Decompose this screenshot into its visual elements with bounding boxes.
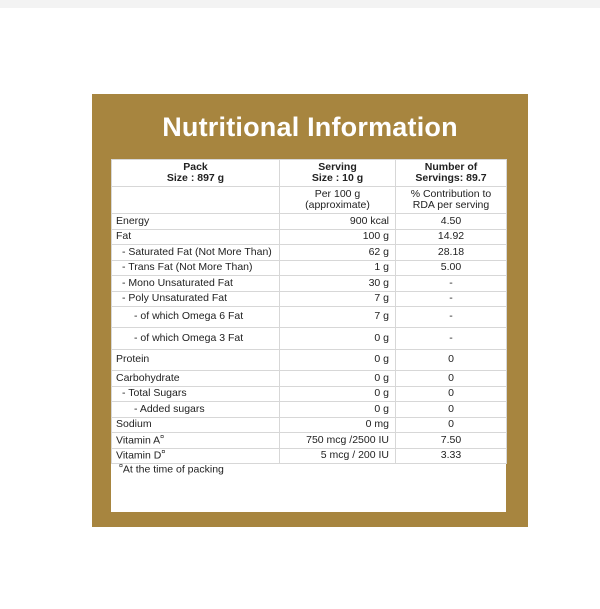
table-header-row xyxy=(112,160,507,187)
rda-value: 0 xyxy=(396,350,507,371)
blank-subheader-cell xyxy=(112,187,280,214)
rda-value: - xyxy=(396,291,507,307)
title-bar xyxy=(92,94,528,154)
nutrient-name: Vitamin D xyxy=(116,449,162,462)
table-row xyxy=(112,448,507,464)
per-100g-value: 0 g xyxy=(280,328,396,350)
table-row xyxy=(112,291,507,307)
table-row xyxy=(112,245,507,261)
nutrient-name: Vitamin A xyxy=(116,434,161,447)
serving-size-value: Size : 10 g xyxy=(311,172,364,184)
footnote xyxy=(119,463,224,476)
per-100g-value: 7 g xyxy=(280,291,396,307)
nutrient-name: Energy xyxy=(112,214,280,230)
rda-value: 3.33 xyxy=(396,448,507,464)
rda-value: 0 xyxy=(396,402,507,418)
nutrient-name: - Added sugars xyxy=(112,402,280,418)
table-row xyxy=(112,386,507,402)
approximate-label: (approximate) xyxy=(305,199,370,211)
nutrient-name: - Mono Unsaturated Fat xyxy=(112,276,280,292)
per-100g-value: 0 g xyxy=(280,350,396,371)
rda-value: 14.92 xyxy=(396,229,507,245)
table-row xyxy=(112,328,507,350)
per-100g-header xyxy=(280,187,396,214)
table-row xyxy=(112,214,507,230)
table-row xyxy=(112,307,507,328)
pack-label: Pack xyxy=(183,160,208,173)
per-100g-value: 62 g xyxy=(280,245,396,261)
nutrient-name: - Saturated Fat (Not More Than) xyxy=(112,245,280,261)
nutrient-name: Carbohydrate xyxy=(112,371,280,387)
pack-size-header xyxy=(112,160,280,187)
nutrient-name: Protein xyxy=(112,350,280,371)
number-of-label: Number of xyxy=(424,160,478,173)
table-row xyxy=(112,402,507,418)
table-row xyxy=(112,433,507,449)
nutrient-name-cell xyxy=(112,448,280,464)
footnote-text: At the time of packing xyxy=(122,463,224,476)
rda-value: 4.50 xyxy=(396,214,507,230)
top-strip xyxy=(0,0,600,8)
serving-label: Serving xyxy=(318,160,357,173)
panel-title: Nutritional Information xyxy=(162,111,458,142)
nutrition-table xyxy=(111,159,507,464)
pack-size-value: Size : 897 g xyxy=(166,172,225,184)
per-100g-value: 1 g xyxy=(280,260,396,276)
servings-count-value: Servings: 89.7 xyxy=(415,172,487,184)
rda-label-line1: % Contribution to xyxy=(410,187,492,200)
servings-count-header xyxy=(396,160,507,187)
table-row xyxy=(112,350,507,371)
nutrient-name: - Total Sugars xyxy=(112,386,280,402)
per-100g-value: 0 g xyxy=(280,386,396,402)
rda-header xyxy=(396,187,507,214)
nutrition-card xyxy=(111,159,506,512)
per-100g-value: 900 kcal xyxy=(280,214,396,230)
nutrient-name: - Poly Unsaturated Fat xyxy=(112,291,280,307)
rda-value: - xyxy=(396,307,507,328)
table-row xyxy=(112,260,507,276)
footnote-marker: ¤ xyxy=(160,433,165,441)
per-100g-value: 0 g xyxy=(280,402,396,418)
per-100g-value: 0 g xyxy=(280,371,396,387)
table-subheader-row xyxy=(112,187,507,214)
nutrient-name: - of which Omega 6 Fat xyxy=(112,307,280,328)
rda-value: 0 xyxy=(396,371,507,387)
nutrient-name: Fat xyxy=(112,229,280,245)
rda-value: 0 xyxy=(396,417,507,433)
table-row xyxy=(112,276,507,292)
nutrient-name: - of which Omega 3 Fat xyxy=(112,328,280,350)
rda-value: - xyxy=(396,328,507,350)
nutrient-name-cell xyxy=(112,433,280,449)
table-row xyxy=(112,417,507,433)
rda-value: - xyxy=(396,276,507,292)
nutrition-panel xyxy=(92,94,528,527)
footnote-marker: ¤ xyxy=(119,463,123,470)
rda-label-line2: RDA per serving xyxy=(412,199,490,211)
table-row xyxy=(112,371,507,387)
rda-value: 5.00 xyxy=(396,260,507,276)
rda-value: 7.50 xyxy=(396,433,507,449)
nutrient-name: Sodium xyxy=(112,417,280,433)
serving-size-header xyxy=(280,160,396,187)
per-100g-label: Per 100 g xyxy=(314,187,361,200)
nutrient-name: - Trans Fat (Not More Than) xyxy=(112,260,280,276)
per-100g-value: 5 mcg / 200 IU xyxy=(280,448,396,464)
per-100g-value: 750 mcg /2500 IU xyxy=(280,433,396,449)
rda-value: 0 xyxy=(396,386,507,402)
per-100g-value: 30 g xyxy=(280,276,396,292)
per-100g-value: 7 g xyxy=(280,307,396,328)
per-100g-value: 100 g xyxy=(280,229,396,245)
footnote-marker: ¤ xyxy=(161,449,166,457)
table-row xyxy=(112,229,507,245)
rda-value: 28.18 xyxy=(396,245,507,261)
per-100g-value: 0 mg xyxy=(280,417,396,433)
